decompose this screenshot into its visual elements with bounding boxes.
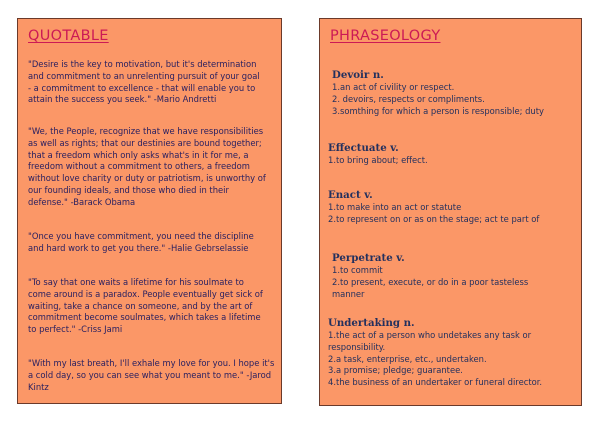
definition-devoir: 1.an act of civility or respect. 2. devoirs, respects or compliments. 3.somthing for which a person is responsible; duty [332,82,544,116]
quotable-heading: QUOTABLE [28,28,109,44]
definition-enact: 1.to make into an act or statute 2.to represent on or as on the stage; act te part of [328,202,540,224]
definition-effectuate: 1.to bring about; effect. [328,155,428,165]
quote-1: "Desire is the key to motivation, but it's determination and commitment to an unrelenting pursuit of your goal - a commitment to excellence - that will enable you to attain the success you seek." -Mario Andretti [28,59,260,105]
quote-3: "Once you have commitment, you need the discipline and hard work to get you there." -Halie Gebrselassie [28,231,254,253]
definition-perpetrate: 1.to commit 2.to present, execute, or do in a poor tasteless manner [332,265,529,299]
quotable-card [17,18,282,404]
term-undertaking: Undertaking n. [328,317,415,329]
definition-undertaking: 1.the act of a person who undetakes any task or responsibility. 2.a task, enterprise, etc., undertaken. 3.a promise; pledge; guarantee. 4.the business of an undertaker or funeral director. [328,330,543,388]
term-enact: Enact v. [328,189,373,201]
quote-5: "With my last breath, I'll exhale my love for you. I hope it's a cold day, so you can see what you meant to me." -Jarod Kintz [28,358,275,392]
quote-4: "To say that one waits a lifetime for his soulmate to come around is a paradox. People eventually get sick of waiting, take a chance on someone, and by the art of commitment become soulmates, which takes a lifetime to perfect." -Criss Jami [28,277,263,335]
term-devoir: Devoir n. [332,69,384,81]
phraseology-heading: PHRASEOLOGY [330,28,441,44]
term-perpetrate: Perpetrate v. [332,252,405,264]
term-effectuate: Effectuate v. [328,142,399,154]
quote-2: "We, the People, recognize that we have responsibilities as well as rights; that our destinies are bound together; that a freedom which only asks what's in it for me, a freedom without a commitment to others, a freedom without love charity or duty or patriotism, is unworthy of our founding ideals, and those who died in their defense." -Barack Obama [28,126,266,207]
phraseology-card [319,18,582,406]
